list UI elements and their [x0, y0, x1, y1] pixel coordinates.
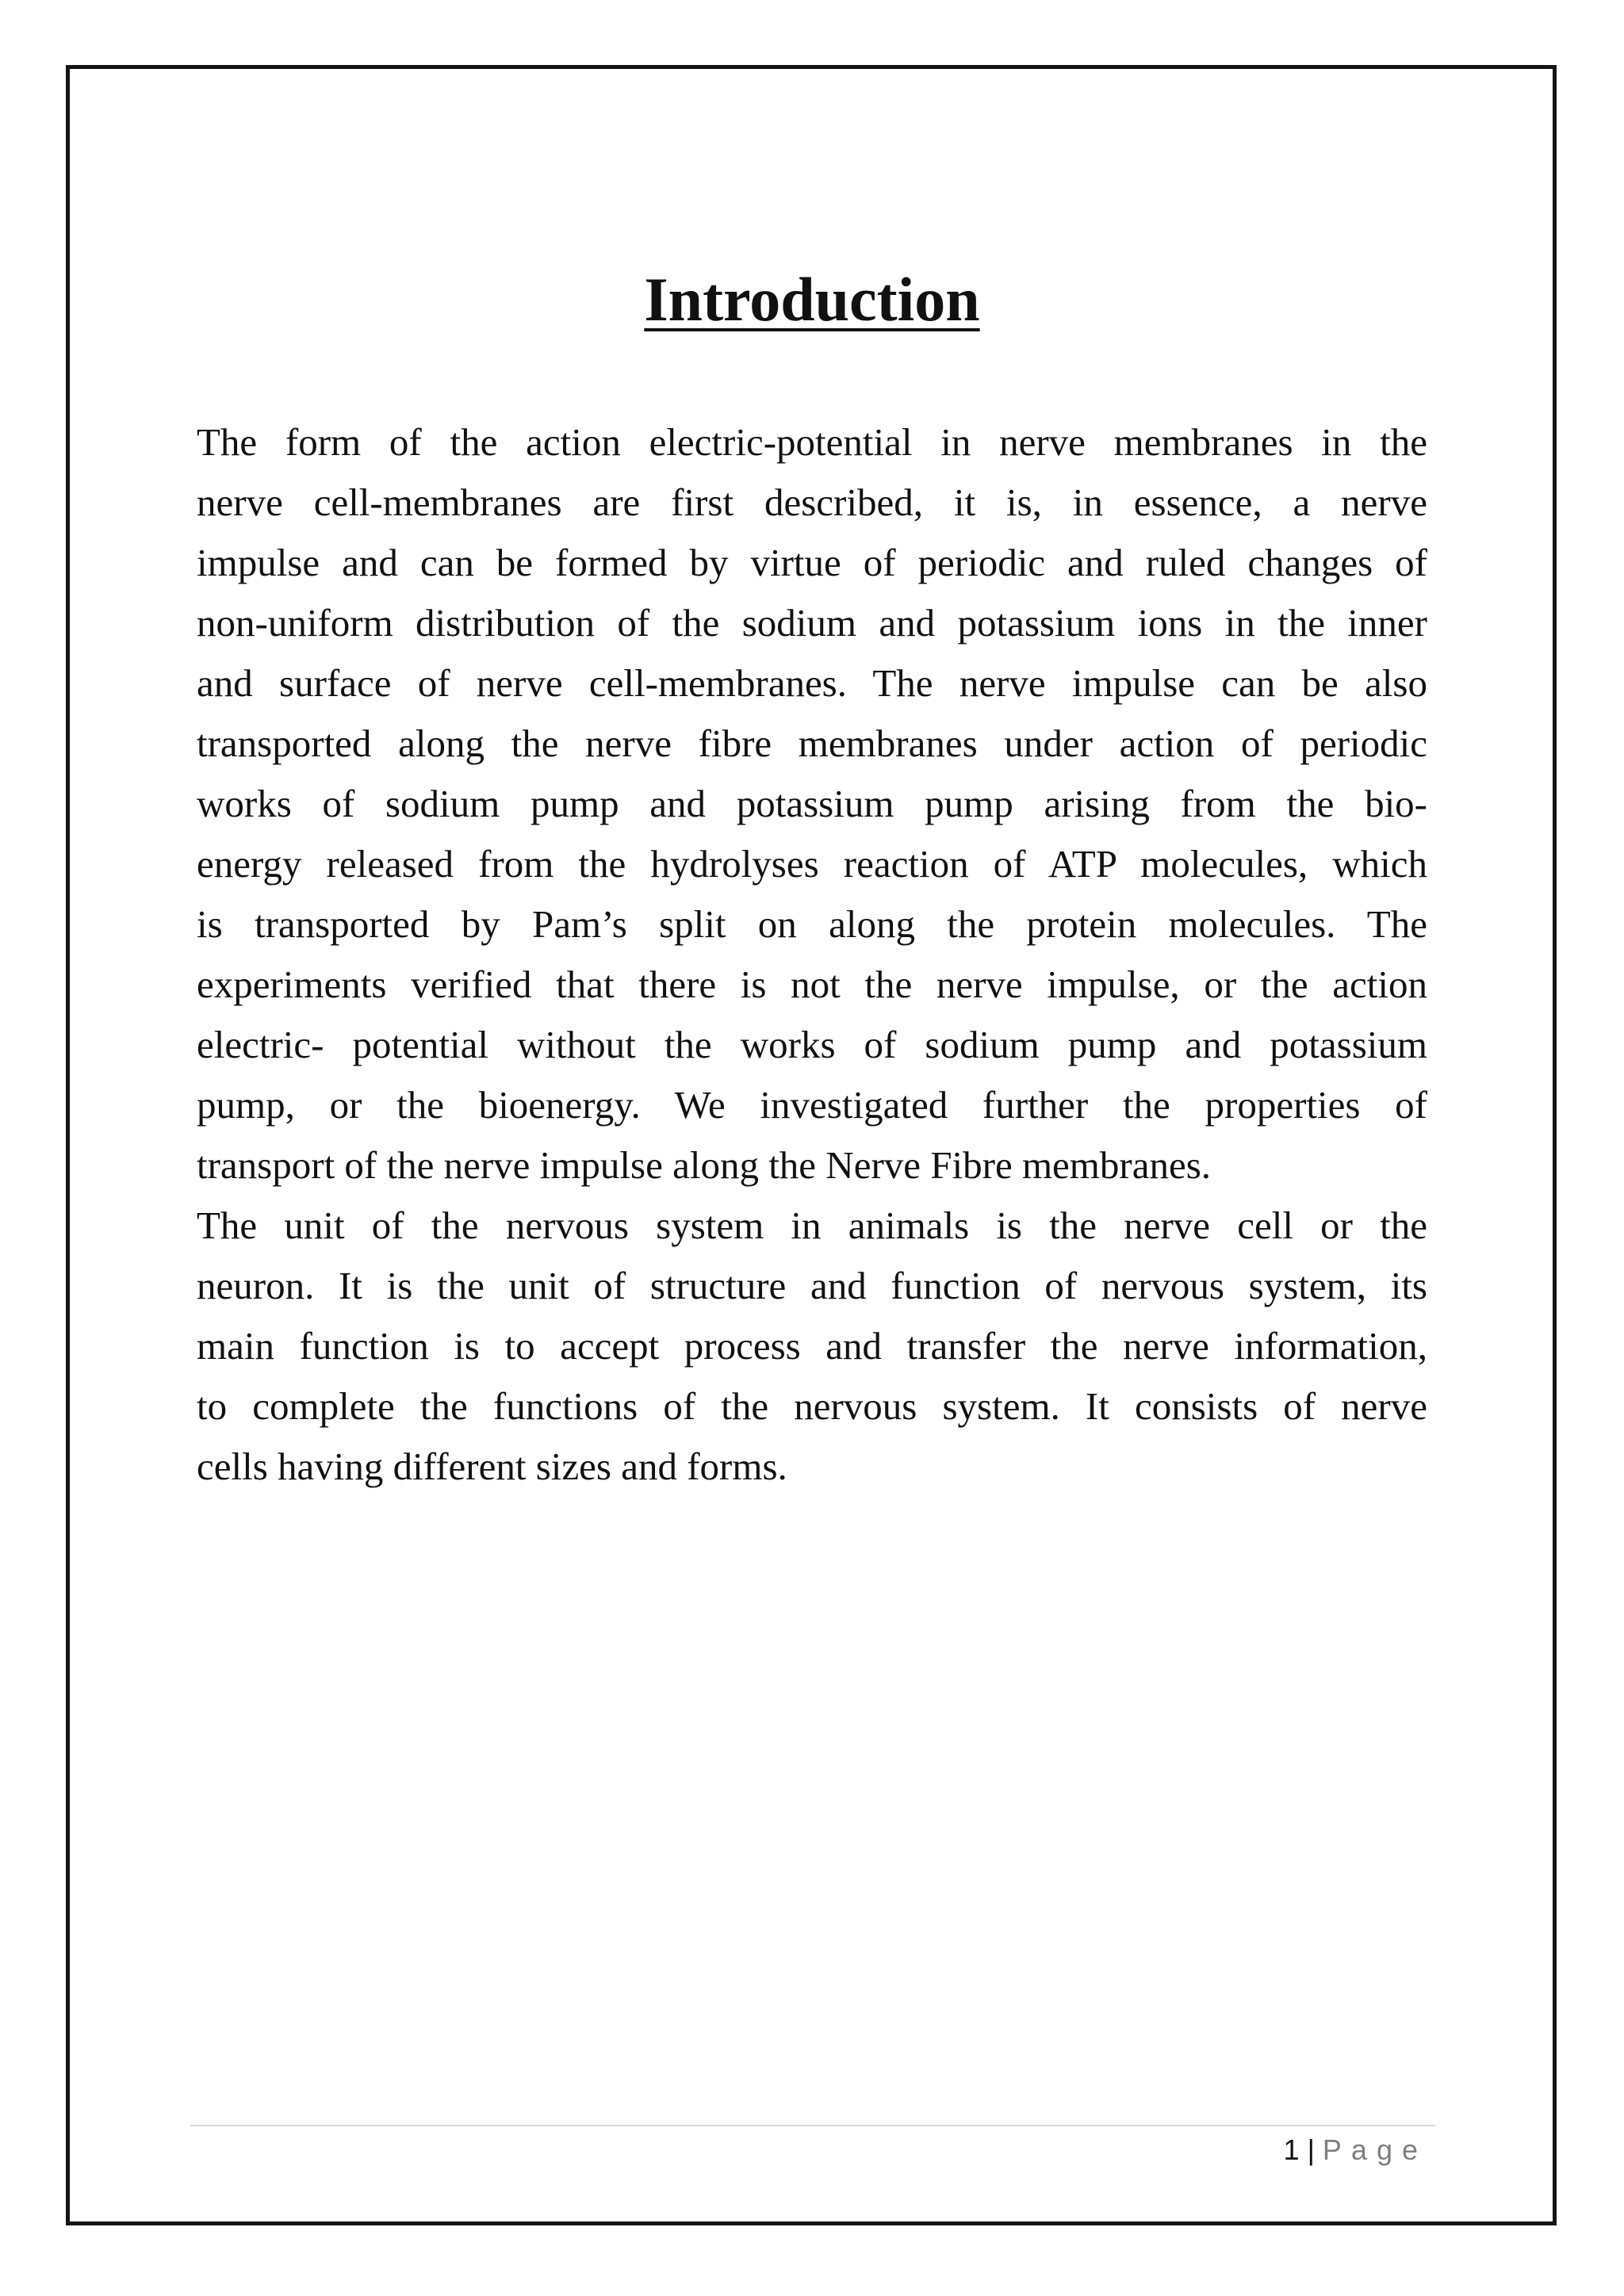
text-line: non-uniform distribution of the sodium and potassium ions in the inner: [197, 601, 1427, 645]
text-line: transported along the nerve fibre membranes under action of periodic: [197, 721, 1427, 765]
text-line: nerve cell-membranes are first described, it is, in essence, a nerve: [197, 480, 1427, 524]
title-text: Introduction: [644, 265, 980, 334]
page-title: [0, 266, 1624, 334]
text-line: transport of the nerve impulse along the Nerve Fibre membranes.: [197, 1143, 1212, 1187]
text-line: works of sodium pump and potassium pump arising from the bio-: [197, 782, 1427, 825]
text-line: main function is to accept process and transfer the nerve information,: [197, 1324, 1427, 1368]
text-line: experiments verified that there is not the nerve impulse, or the action: [197, 962, 1427, 1006]
text-line: pump, or the bioenergy. We investigated further the properties of: [197, 1083, 1427, 1127]
text-line: neuron. It is the unit of structure and function of nervous system, its: [197, 1264, 1427, 1307]
text-line: and surface of nerve cell-membranes. The nerve impulse can be also: [197, 661, 1427, 705]
page-number: 1: [1283, 2133, 1300, 2166]
text-line: energy released from the hydrolyses reaction of ATP molecules, which: [197, 842, 1427, 886]
page-footer: [1269, 2133, 1427, 2168]
page-label: Page: [1322, 2133, 1427, 2166]
text-line: impulse and can be formed by virtue of periodic and ruled changes of: [197, 541, 1427, 584]
body-text: [197, 412, 1427, 1497]
text-line: is transported by Pam’s split on along the protein molecules. The: [197, 902, 1427, 946]
text-line: electric- potential without the works of sodium pump and potassium: [197, 1023, 1427, 1066]
footer-separator: |: [1307, 2133, 1315, 2166]
text-line: The form of the action electric-potential in nerve membranes in the: [197, 420, 1427, 464]
text-line: The unit of the nervous system in animals is the nerve cell or the: [197, 1203, 1427, 1247]
footer-divider: [190, 2125, 1435, 2126]
text-line: cells having different sizes and forms.: [197, 1445, 787, 1488]
text-line: to complete the functions of the nervous system. It consists of nerve: [197, 1384, 1427, 1428]
